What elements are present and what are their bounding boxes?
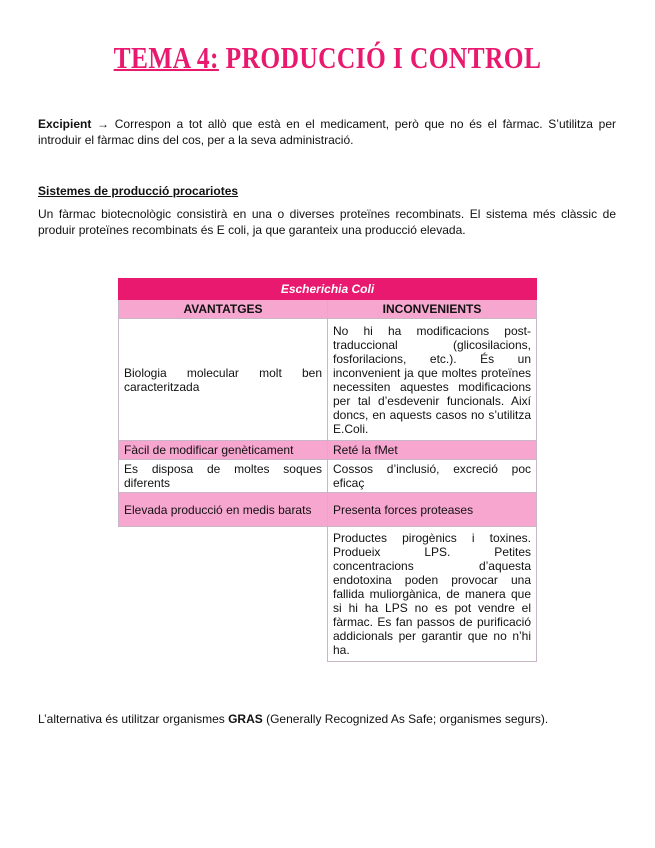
advantage-cell: Elevada producció en medis barats xyxy=(119,493,328,527)
intro-arrow: → xyxy=(91,117,115,131)
disadvantage-cell: Cossos d’inclusió, excreció poc eficaç xyxy=(328,460,537,493)
advantage-cell: Fàcil de modificar genèticament xyxy=(119,441,328,460)
header-advantages: AVANTATGES xyxy=(119,300,328,319)
advantage-cell: Biologia molecular molt ben caracteritzada xyxy=(119,319,328,441)
table-caption: Escherichia Coli xyxy=(119,279,537,300)
disadvantage-cell: Reté la fMet xyxy=(328,441,537,460)
advantage-cell: Es disposa de moltes soques diferents xyxy=(119,460,328,493)
intro-paragraph xyxy=(38,116,616,148)
title-prefix: TEMA 4: xyxy=(113,40,219,75)
page-title xyxy=(59,40,596,76)
closing-paragraph xyxy=(38,711,616,727)
table-row xyxy=(119,493,537,527)
intro-text: Correspon a tot allò que està en el medicament, però que no és el fàrmac. S’utilitza per introduir el fàrmac dins del cos, per a la seva administració. xyxy=(38,117,617,147)
table-row xyxy=(119,319,537,441)
table-row xyxy=(119,527,537,662)
table-row xyxy=(119,441,537,460)
section-paragraph: Un fàrmac biotecnològic consistirà en una o diverses proteïnes recombinats. El sistema més clàssic de produir proteïnes recombinats és E coli, ja que garanteix una producció elevada. xyxy=(38,207,616,237)
closing-after: (Generally Recognized As Safe; organismes segurs). xyxy=(262,712,549,726)
title-rest: PRODUCCIÓ I CONTROL xyxy=(218,40,542,75)
ecoli-table xyxy=(118,278,537,662)
section-heading: Sistemes de producció procariotes xyxy=(38,184,239,198)
header-disadvantages: INCONVENIENTS xyxy=(328,300,537,319)
intro-term: Excipient xyxy=(38,117,92,131)
disadvantage-cell: Presenta forces proteases xyxy=(328,493,537,527)
disadvantage-cell: Productes pirogènics i toxines. Produeix LPS. Petites concentracions d’aquesta endotoxina poden provocar una fallida muliorgànica, de manera que si hi ha LPS no es pot vendre el fàrmac. Es fan passos de purificació addicionals per garantir que no n’hi ha. xyxy=(328,527,537,662)
closing-before: L’alternativa és utilitzar organismes xyxy=(38,712,229,726)
disadvantage-cell: No hi ha modificacions post-traduccional (glicosilacions, fosforilacions, etc.). És un inconvenient ja que moltes proteïnes necessiten aquestes modificacions per tal d’esdevenir funcionals. Així doncs, en aquests casos no s’utilitza E.Coli. xyxy=(328,319,537,441)
closing-bold: GRAS xyxy=(228,712,263,726)
table-row xyxy=(119,460,537,493)
advantage-cell xyxy=(119,527,328,662)
